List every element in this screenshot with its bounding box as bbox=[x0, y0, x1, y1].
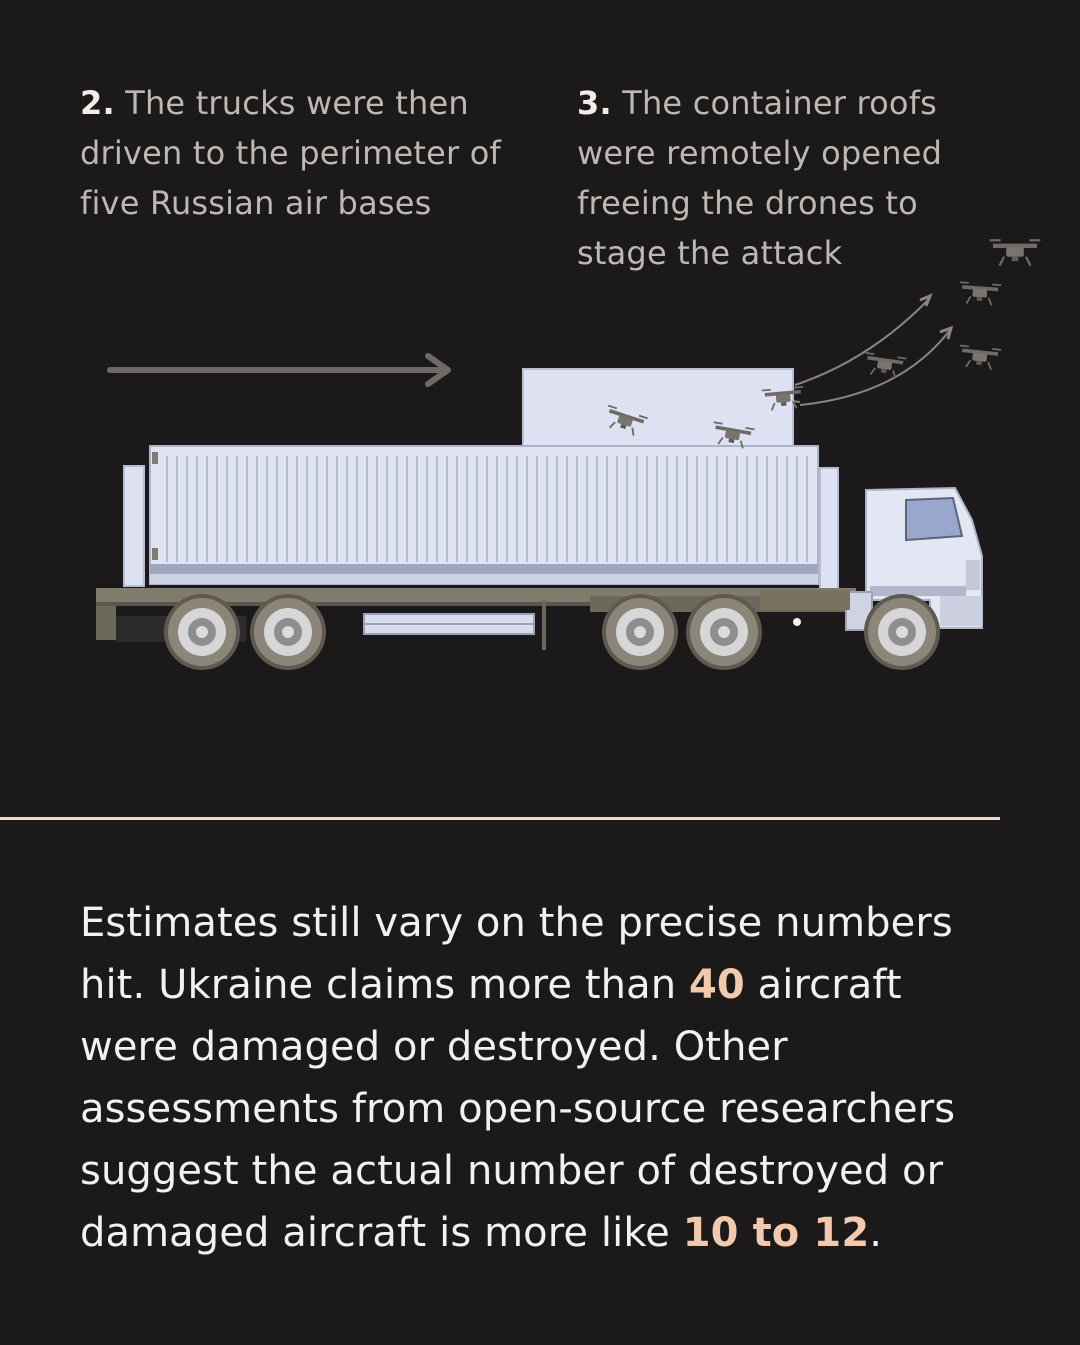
open-roof-panel bbox=[523, 369, 793, 447]
summary-text-1: Estimates still vary on the precise numbers hit. Ukraine claims more than bbox=[80, 900, 953, 1008]
right-arrow-icon bbox=[110, 356, 448, 384]
section-divider bbox=[0, 817, 1000, 820]
summary-text-2: aircraft were damaged or destroyed. Other assessments from open-source researchers suggest the actual number of destroyed or damaged aircraft is more like bbox=[80, 962, 956, 1256]
summary-text-3: . bbox=[869, 1210, 883, 1256]
shipping-container bbox=[150, 446, 818, 584]
aircraft-claim-number: 40 bbox=[688, 962, 745, 1008]
step-3-number: 3. bbox=[577, 84, 612, 122]
step-3-text: The container roofs were remotely opened freeing the drones to stage the attack bbox=[577, 84, 943, 272]
step-2-text: The trucks were then driven to the perimeter of five Russian air bases bbox=[80, 84, 501, 222]
step-2-number: 2. bbox=[80, 84, 115, 122]
summary-paragraph bbox=[80, 892, 980, 1264]
aircraft-estimate-range: 10 to 12 bbox=[682, 1210, 870, 1256]
